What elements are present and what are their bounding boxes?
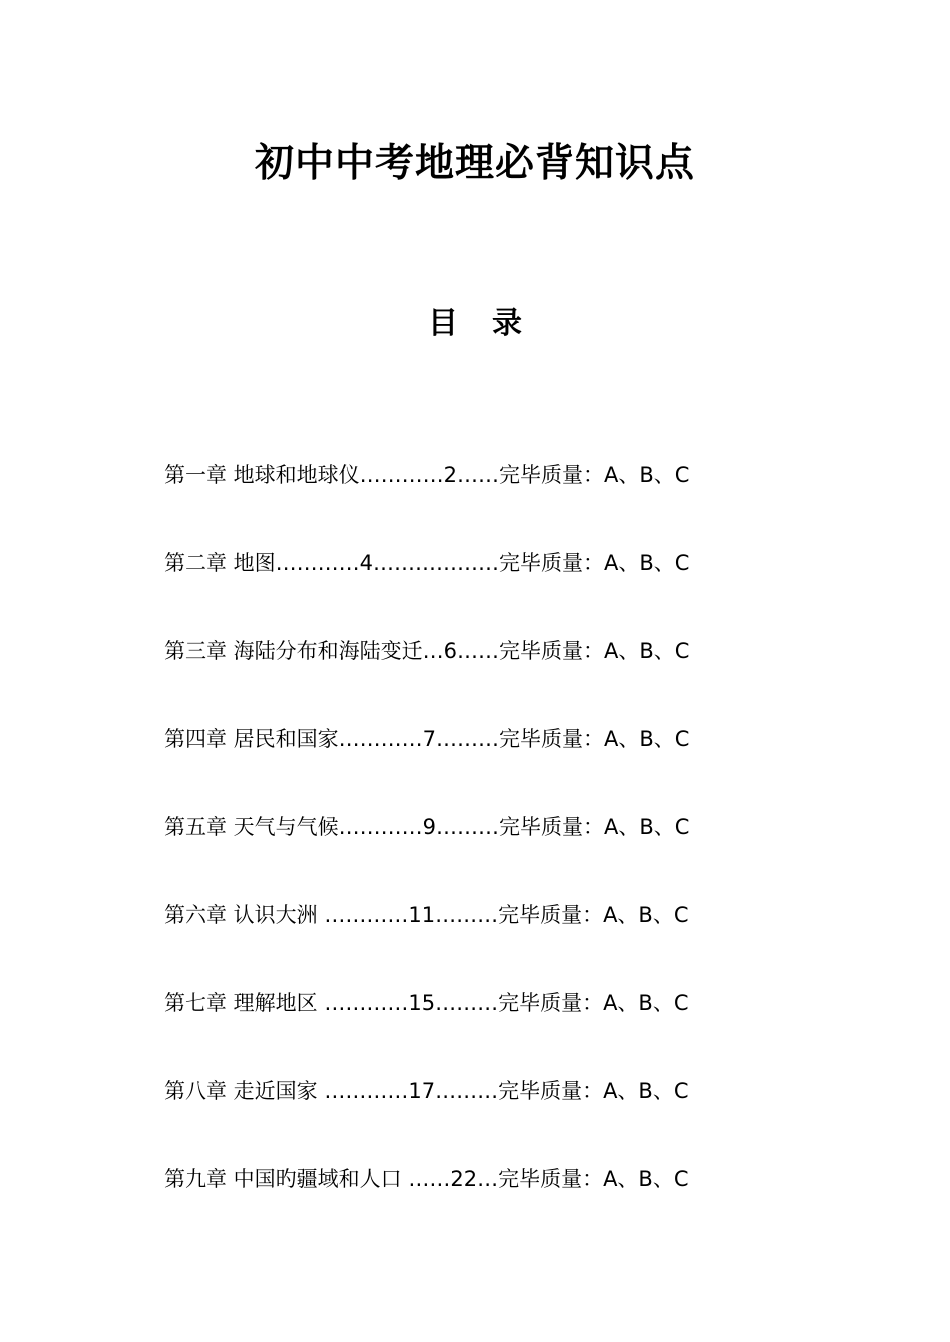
- document-title: 初中中考地理必背知识点: [254, 140, 695, 186]
- toc-heading: [0, 298, 950, 342]
- toc-heading-second-char: 录: [492, 306, 522, 341]
- toc-entry-chapter-2: 第二章 地图…………4………………完毕质量：A、B、C: [164, 551, 690, 575]
- toc-heading-first-char: 目: [428, 306, 458, 341]
- toc-entry-chapter-8: 第八章 走近国家 …………17………完毕质量：A、B、C: [164, 1079, 689, 1103]
- toc-entry-chapter-4: 第四章 居民和国家…………7………完毕质量：A、B、C: [164, 727, 690, 751]
- toc-entry-chapter-5: 第五章 天气与气候…………9………完毕质量：A、B、C: [164, 815, 690, 839]
- table-of-contents: [164, 456, 864, 1248]
- toc-entry-chapter-9: 第九章 中国旳疆域和人口 ……22…完毕质量：A、B、C: [164, 1167, 689, 1191]
- toc-entry-chapter-1: 第一章 地球和地球仪…………2……完毕质量：A、B、C: [164, 463, 690, 487]
- toc-entry-chapter-3: 第三章 海陆分布和海陆变迁…6……完毕质量：A、B、C: [164, 639, 690, 663]
- toc-entry-chapter-7: 第七章 理解地区 …………15………完毕质量：A、B、C: [164, 991, 689, 1015]
- toc-entry-chapter-6: 第六章 认识大洲 …………11………完毕质量：A、B、C: [164, 903, 689, 927]
